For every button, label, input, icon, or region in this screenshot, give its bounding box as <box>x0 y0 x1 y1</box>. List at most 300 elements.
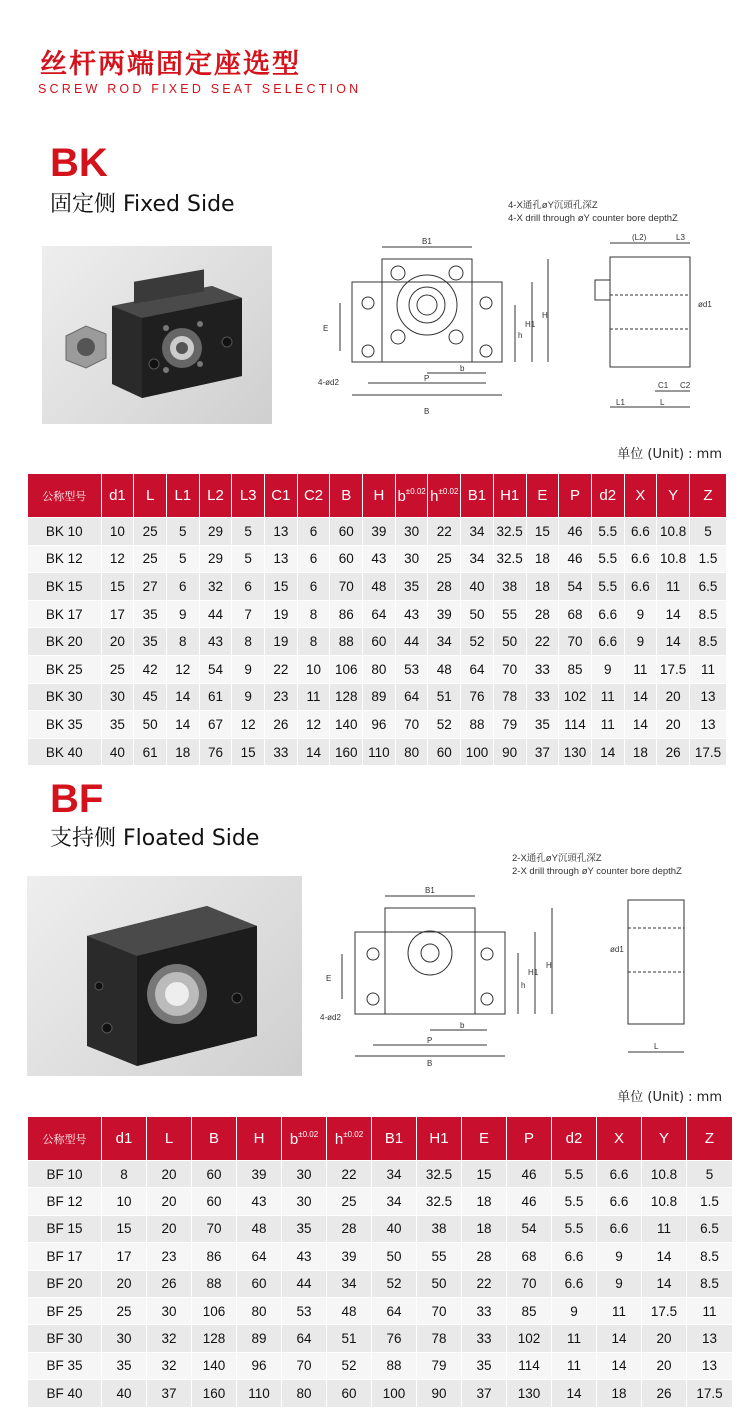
bk-col-header: H <box>363 474 396 518</box>
bk-label-h-small: h <box>518 331 523 340</box>
table-row <box>28 573 727 601</box>
table-row <box>28 518 727 546</box>
model-cell: BF 12 <box>28 1188 102 1215</box>
bf-label-d2: 4-ød2 <box>320 1013 341 1022</box>
table-cell: 35 <box>134 600 167 628</box>
bk-label-c1: C1 <box>658 381 669 390</box>
table-cell: 10 <box>101 518 134 546</box>
bk-col-header: Y <box>657 474 690 518</box>
bk-label-h1: H1 <box>525 320 536 329</box>
table-cell: 7 <box>232 600 265 628</box>
table-cell: 15 <box>102 1215 147 1242</box>
table-cell: 25 <box>134 518 167 546</box>
table-cell: 60 <box>237 1270 282 1297</box>
table-cell: 14 <box>657 628 690 656</box>
model-cell: BF 30 <box>28 1325 102 1352</box>
bf-label-h-small: h <box>521 981 526 990</box>
table-cell: 48 <box>237 1215 282 1242</box>
table-cell: 70 <box>330 573 363 601</box>
table-cell: 19 <box>265 600 298 628</box>
table-cell: 6.6 <box>552 1270 597 1297</box>
table-cell: 80 <box>363 655 396 683</box>
table-cell: 20 <box>657 683 690 711</box>
table-cell: 14 <box>166 711 199 739</box>
table-cell: 22 <box>428 518 461 546</box>
table-cell: 5 <box>689 518 726 546</box>
table-cell: 32 <box>147 1325 192 1352</box>
table-cell: 14 <box>552 1380 597 1407</box>
table-cell: 11 <box>552 1352 597 1379</box>
table-cell: 37 <box>462 1380 507 1407</box>
table-cell: 17.5 <box>642 1297 687 1324</box>
table-cell: 43 <box>282 1243 327 1270</box>
table-cell: 6.5 <box>689 573 726 601</box>
table-cell: 28 <box>327 1215 372 1242</box>
table-cell: 32 <box>147 1352 192 1379</box>
table-cell: 25 <box>327 1188 372 1215</box>
bk-label-l3: L3 <box>676 233 685 242</box>
table-cell: 37 <box>147 1380 192 1407</box>
table-cell: 48 <box>363 573 396 601</box>
table-cell: 25 <box>101 655 134 683</box>
table-cell: 9 <box>591 655 624 683</box>
bk-product-photo <box>42 246 272 424</box>
table-cell: 76 <box>461 683 494 711</box>
table-row <box>28 655 727 683</box>
model-cell: BK 30 <box>28 683 102 711</box>
table-cell: 18 <box>526 573 559 601</box>
table-cell: 88 <box>461 711 494 739</box>
bf-col-header: X <box>597 1117 642 1161</box>
table-cell: 67 <box>199 711 232 739</box>
bf-label-h: H <box>546 961 552 970</box>
tolerance-superscript: ±0.02 <box>298 1129 319 1139</box>
bf-label-b: b <box>460 1021 465 1030</box>
table-cell: 26 <box>265 711 298 739</box>
table-cell: 96 <box>237 1352 282 1379</box>
bk-label-l: L <box>660 398 665 407</box>
table-cell: 33 <box>462 1325 507 1352</box>
table-cell: 14 <box>166 683 199 711</box>
table-cell: 28 <box>428 573 461 601</box>
table-cell: 50 <box>461 600 494 628</box>
table-cell: 35 <box>134 628 167 656</box>
table-cell: 25 <box>102 1297 147 1324</box>
table-cell: 39 <box>237 1161 282 1188</box>
table-cell: 9 <box>232 655 265 683</box>
bf-table-header <box>28 1117 733 1161</box>
bf-label-h1: H1 <box>528 968 539 977</box>
bf-label-bb: B <box>427 1059 433 1068</box>
table-cell: 52 <box>461 628 494 656</box>
model-cell: BK 20 <box>28 628 102 656</box>
bf-col-header: E <box>462 1117 507 1161</box>
bk-section-title: BK <box>50 141 108 185</box>
table-cell: 14 <box>624 711 657 739</box>
table-cell: 15 <box>462 1161 507 1188</box>
bk-section-subtitle: 固定侧 Fixed Side <box>50 192 235 217</box>
table-cell: 52 <box>327 1352 372 1379</box>
table-cell: 43 <box>199 628 232 656</box>
table-cell: 23 <box>147 1243 192 1270</box>
bf-technical-drawing <box>310 848 730 1073</box>
table-cell: 140 <box>330 711 363 739</box>
bf-col-header: B1 <box>372 1117 417 1161</box>
table-cell: 79 <box>493 711 526 739</box>
table-cell: 38 <box>417 1215 462 1242</box>
table-cell: 46 <box>507 1188 552 1215</box>
table-cell: 5 <box>166 518 199 546</box>
table-cell: 85 <box>559 655 592 683</box>
bf-col-header: H <box>237 1117 282 1161</box>
table-cell: 20 <box>642 1325 687 1352</box>
bf-col-header: Y <box>642 1117 687 1161</box>
table-row <box>28 711 727 739</box>
table-cell: 78 <box>417 1325 462 1352</box>
table-row <box>28 600 727 628</box>
table-cell: 14 <box>591 738 624 766</box>
bf-label-e: E <box>326 974 332 983</box>
bk-col-header: d2 <box>591 474 624 518</box>
table-cell: 29 <box>199 545 232 573</box>
table-cell: 6.6 <box>624 573 657 601</box>
bk-col-header: B1 <box>461 474 494 518</box>
table-cell: 13 <box>689 711 726 739</box>
table-cell: 34 <box>428 628 461 656</box>
model-cell: BF 10 <box>28 1161 102 1188</box>
bk-col-header: L <box>134 474 167 518</box>
table-cell: 40 <box>101 738 134 766</box>
table-cell: 32 <box>199 573 232 601</box>
table-cell: 12 <box>297 711 330 739</box>
table-cell: 55 <box>493 600 526 628</box>
table-cell: 5.5 <box>591 545 624 573</box>
table-cell: 15 <box>232 738 265 766</box>
bf-col-header: P <box>507 1117 552 1161</box>
table-cell: 44 <box>395 628 428 656</box>
table-cell: 48 <box>428 655 461 683</box>
table-cell: 35 <box>462 1352 507 1379</box>
table-cell: 17.5 <box>657 655 690 683</box>
table-cell: 26 <box>657 738 690 766</box>
table-cell: 14 <box>297 738 330 766</box>
table-cell: 30 <box>282 1161 327 1188</box>
model-cell: BF 20 <box>28 1270 102 1297</box>
table-row <box>28 1297 733 1324</box>
table-cell: 11 <box>687 1297 733 1324</box>
table-cell: 30 <box>282 1188 327 1215</box>
table-cell: 5.5 <box>552 1188 597 1215</box>
table-row <box>28 1380 733 1407</box>
bk-block-illustration <box>42 246 272 424</box>
table-cell: 9 <box>624 628 657 656</box>
table-cell: 13 <box>687 1352 733 1379</box>
table-cell: 88 <box>192 1270 237 1297</box>
table-cell: 20 <box>101 628 134 656</box>
table-cell: 39 <box>428 600 461 628</box>
model-cell: BK 25 <box>28 655 102 683</box>
table-cell: 54 <box>507 1215 552 1242</box>
table-cell: 18 <box>526 545 559 573</box>
table-cell: 60 <box>428 738 461 766</box>
bk-label-p: P <box>424 374 430 383</box>
table-cell: 15 <box>101 573 134 601</box>
table-cell: 89 <box>237 1325 282 1352</box>
table-cell: 70 <box>192 1215 237 1242</box>
table-cell: 48 <box>327 1297 372 1324</box>
bf-col-header: d2 <box>552 1117 597 1161</box>
table-cell: 22 <box>462 1270 507 1297</box>
bk-col-header: L1 <box>166 474 199 518</box>
table-cell: 55 <box>417 1243 462 1270</box>
table-cell: 50 <box>493 628 526 656</box>
table-row <box>28 1325 733 1352</box>
table-cell: 6 <box>297 518 330 546</box>
bk-table-header <box>28 474 727 518</box>
table-cell: 76 <box>372 1325 417 1352</box>
bf-section-subtitle: 支持侧 Floated Side <box>50 826 260 851</box>
table-cell: 61 <box>199 683 232 711</box>
table-cell: 28 <box>462 1243 507 1270</box>
bf-label-d1: ød1 <box>610 945 624 954</box>
table-cell: 54 <box>559 573 592 601</box>
table-cell: 20 <box>657 711 690 739</box>
table-cell: 53 <box>395 655 428 683</box>
table-cell: 89 <box>363 683 396 711</box>
table-cell: 60 <box>363 628 396 656</box>
table-cell: 44 <box>199 600 232 628</box>
table-cell: 100 <box>461 738 494 766</box>
table-cell: 35 <box>101 711 134 739</box>
table-cell: 17.5 <box>687 1380 733 1407</box>
table-cell: 30 <box>102 1325 147 1352</box>
model-cell: BF 25 <box>28 1297 102 1324</box>
bk-col-header: C2 <box>297 474 330 518</box>
table-cell: 14 <box>642 1243 687 1270</box>
table-row <box>28 1243 733 1270</box>
table-cell: 5 <box>166 545 199 573</box>
bf-product-photo <box>27 876 302 1076</box>
table-cell: 64 <box>461 655 494 683</box>
table-cell: 43 <box>395 600 428 628</box>
table-cell: 6.6 <box>591 628 624 656</box>
bk-label-b: b <box>460 364 465 373</box>
table-cell: 114 <box>559 711 592 739</box>
table-cell: 34 <box>372 1188 417 1215</box>
table-cell: 26 <box>147 1270 192 1297</box>
table-cell: 26 <box>642 1380 687 1407</box>
model-cell: BK 15 <box>28 573 102 601</box>
table-cell: 60 <box>192 1188 237 1215</box>
table-cell: 6.6 <box>624 518 657 546</box>
bk-spec-table <box>27 473 727 766</box>
bf-col-header: $h^{\pm 0.02}$ <box>327 1117 372 1161</box>
table-cell: 15 <box>526 518 559 546</box>
model-cell: BK 12 <box>28 545 102 573</box>
bk-col-header: $h^{\pm 0.02}$ <box>428 474 461 518</box>
table-cell: 140 <box>192 1352 237 1379</box>
table-cell: 33 <box>526 655 559 683</box>
bk-col-header: d1 <box>101 474 134 518</box>
bk-label-l2: (L2) <box>632 233 647 242</box>
table-cell: 86 <box>192 1243 237 1270</box>
bf-col-header: 公称型号 <box>28 1117 102 1161</box>
table-cell: 13 <box>265 545 298 573</box>
table-cell: 12 <box>166 655 199 683</box>
table-cell: 22 <box>265 655 298 683</box>
table-cell: 79 <box>417 1352 462 1379</box>
table-cell: 70 <box>507 1270 552 1297</box>
table-cell: 76 <box>199 738 232 766</box>
table-cell: 35 <box>282 1215 327 1242</box>
bk-label-c2: C2 <box>680 381 691 390</box>
bk-note-en: 4-X drill through øY counter bore depthZ <box>508 213 678 224</box>
table-cell: 11 <box>642 1215 687 1242</box>
bk-label-d2: 4-ød2 <box>318 378 339 387</box>
table-cell: 14 <box>642 1270 687 1297</box>
table-cell: 40 <box>461 573 494 601</box>
tolerance-superscript: ±0.02 <box>438 486 459 496</box>
bk-label-e: E <box>323 324 329 333</box>
bk-col-header: E <box>526 474 559 518</box>
bf-spec-table <box>27 1116 733 1408</box>
table-row <box>28 545 727 573</box>
table-cell: 18 <box>624 738 657 766</box>
table-cell: 34 <box>372 1161 417 1188</box>
table-cell: 43 <box>237 1188 282 1215</box>
table-cell: 18 <box>462 1215 507 1242</box>
table-cell: 114 <box>507 1352 552 1379</box>
table-cell: 29 <box>199 518 232 546</box>
bk-label-h: H <box>542 311 548 320</box>
table-cell: 8 <box>297 600 330 628</box>
table-cell: 100 <box>372 1380 417 1407</box>
table-cell: 34 <box>461 545 494 573</box>
table-cell: 11 <box>297 683 330 711</box>
table-cell: 88 <box>330 628 363 656</box>
table-cell: 22 <box>327 1161 372 1188</box>
table-cell: 39 <box>363 518 396 546</box>
table-cell: 130 <box>507 1380 552 1407</box>
table-cell: 10.8 <box>657 545 690 573</box>
bk-unit-label: 单位 (Unit) : mm <box>617 447 722 462</box>
table-cell: 52 <box>372 1270 417 1297</box>
table-cell: 6.6 <box>597 1188 642 1215</box>
table-cell: 11 <box>591 711 624 739</box>
bk-col-header: C1 <box>265 474 298 518</box>
table-cell: 13 <box>689 683 726 711</box>
page-title: 丝杆两端固定座选型 <box>40 49 301 80</box>
table-cell: 9 <box>597 1243 642 1270</box>
table-cell: 106 <box>330 655 363 683</box>
table-cell: 68 <box>559 600 592 628</box>
table-cell: 6 <box>166 573 199 601</box>
table-cell: 9 <box>232 683 265 711</box>
bf-label-b1: B1 <box>425 886 435 895</box>
table-cell: 70 <box>282 1352 327 1379</box>
table-cell: 10 <box>102 1188 147 1215</box>
model-cell: BK 17 <box>28 600 102 628</box>
table-cell: 85 <box>507 1297 552 1324</box>
table-cell: 33 <box>462 1297 507 1324</box>
table-cell: 12 <box>101 545 134 573</box>
model-cell: BK 10 <box>28 518 102 546</box>
table-cell: 35 <box>102 1352 147 1379</box>
bk-label-bb: B <box>424 407 430 416</box>
table-cell: 8.5 <box>687 1270 733 1297</box>
table-cell: 70 <box>559 628 592 656</box>
table-row <box>28 1188 733 1215</box>
bf-unit-label: 单位 (Unit) : mm <box>617 1090 722 1105</box>
table-cell: 64 <box>237 1243 282 1270</box>
table-cell: 35 <box>395 573 428 601</box>
table-cell: 14 <box>624 683 657 711</box>
model-cell: BK 40 <box>28 738 102 766</box>
table-cell: 5.5 <box>591 518 624 546</box>
table-cell: 60 <box>192 1161 237 1188</box>
table-cell: 18 <box>597 1380 642 1407</box>
table-cell: 35 <box>526 711 559 739</box>
table-cell: 60 <box>330 518 363 546</box>
table-cell: 20 <box>147 1161 192 1188</box>
table-cell: 110 <box>363 738 396 766</box>
table-cell: 64 <box>363 600 396 628</box>
table-cell: 8 <box>102 1161 147 1188</box>
bf-col-header: d1 <box>102 1117 147 1161</box>
table-cell: 128 <box>330 683 363 711</box>
table-row <box>28 1161 733 1188</box>
bk-col-header: B <box>330 474 363 518</box>
model-cell: BF 17 <box>28 1243 102 1270</box>
table-cell: 8 <box>232 628 265 656</box>
table-cell: 50 <box>417 1270 462 1297</box>
bk-col-header: $b^{\pm 0.02}$ <box>395 474 428 518</box>
table-cell: 160 <box>192 1380 237 1407</box>
bk-col-header: P <box>559 474 592 518</box>
bf-col-header: $b^{\pm 0.02}$ <box>282 1117 327 1161</box>
table-cell: 80 <box>282 1380 327 1407</box>
table-cell: 6 <box>232 573 265 601</box>
table-cell: 50 <box>134 711 167 739</box>
table-cell: 38 <box>493 573 526 601</box>
table-cell: 6.6 <box>591 600 624 628</box>
bf-col-header: H1 <box>417 1117 462 1161</box>
bf-section-title: BF <box>50 777 104 821</box>
table-cell: 14 <box>597 1352 642 1379</box>
table-cell: 6.6 <box>597 1161 642 1188</box>
table-cell: 13 <box>265 518 298 546</box>
table-cell: 1.5 <box>689 545 726 573</box>
table-cell: 64 <box>395 683 428 711</box>
bf-block-illustration <box>27 876 302 1076</box>
table-cell: 64 <box>282 1325 327 1352</box>
table-cell: 20 <box>147 1215 192 1242</box>
bk-col-header: L2 <box>199 474 232 518</box>
table-cell: 6.6 <box>624 545 657 573</box>
table-cell: 10 <box>297 655 330 683</box>
bk-label-d1: ød1 <box>698 300 712 309</box>
table-cell: 86 <box>330 600 363 628</box>
bk-note-cn: 4-X通孔øY沉頭孔深Z <box>508 200 598 211</box>
table-cell: 30 <box>101 683 134 711</box>
table-cell: 25 <box>428 545 461 573</box>
bk-technical-drawing <box>310 195 730 425</box>
table-cell: 13 <box>687 1325 733 1352</box>
table-cell: 53 <box>282 1297 327 1324</box>
table-cell: 45 <box>134 683 167 711</box>
bf-note-cn: 2-X通孔øY沉頭孔深Z <box>512 853 602 864</box>
table-cell: 23 <box>265 683 298 711</box>
